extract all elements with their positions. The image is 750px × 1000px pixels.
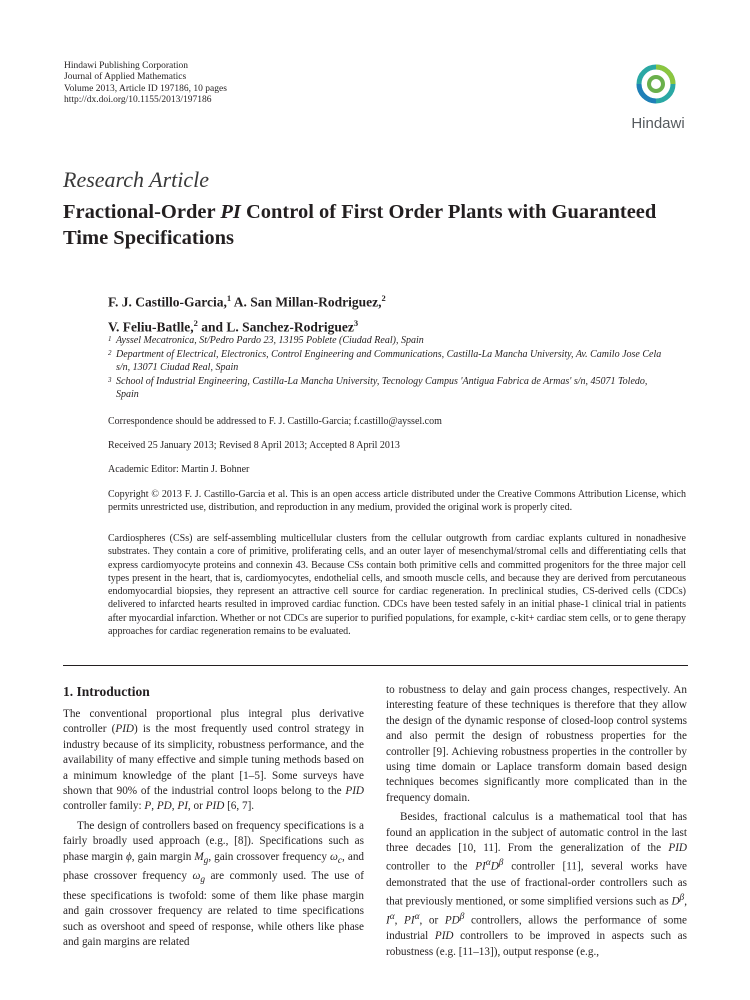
doi-link[interactable]: http://dx.doi.org/10.1155/2013/197186 — [64, 95, 212, 106]
paragraph: Besides, fractional calculus is a mathematical tool that has found an application in the subject of automatic control in the last three decades [10, 11]. From the generalization of the PID controller to the $PI^\alpha D^\beta$ controller [11], several works have demonstrated that the use of fractional-order controllers such as that previously mentioned, or some simplified versions such as $D^\beta$, $I^\alpha$, $PI^\alpha$, or $PD^\beta$ controllers, allows the performance of some industrial PID controllers to be improved in aspects such as robustness (e.g. [11–13]), output response (e.g., — [386, 811, 688, 958]
copyright-notice: Copyright © 2013 F. J. Castillo-Garcia et al. This is an open access article distributed under the Creative Commons Attribution License, which permits unrestricted use, distribution, and reproduction in any medium, provided the original work is properly cited. — [108, 489, 686, 514]
author-4: and L. Sanchez-Rodriguez — [197, 319, 354, 334]
author-3: V. Feliu-Batlle, — [108, 319, 194, 334]
author-list: F. J. Castillo-Garcia,$^1$ A. San Millan-Rodriguez,$^2$ V. Feliu-Batlle,$^2$ and L. Sanchez-Rodriguez$^3$ — [108, 293, 386, 334]
affiliation-3: 3 School of Industrial Engineering, Castilla-La Mancha University, Tecnology Campus 'Antigua Fabrica de Armas' s/n, 45071 Toledo, Spain — [108, 375, 648, 400]
article-type: Research Article — [63, 167, 210, 192]
paragraph: to robustness to delay and gain process changes, respectively. An interesting feature of these techniques is therefore that they allow the design of the dynamic response of closed-loop control systems and also permit the design of robustness properties for the controller [9]. Achieving robustness properties in the controller by using time domain or Laplace transform domain based design techniques becomes significantly more complicated than in the frequency domain. — [386, 684, 687, 804]
paragraph: The design of controllers based on frequency specifications is a fairly broadly used approach (e.g., [8]). Specifications such as phase margin ϕ, gain margin $M_g$, gain crossover frequency $\omega_c$, and phase crossover frequency $\omega_g$ are commonly used. The use of these specifications is twofold: some of them like phase margin and gain crossover frequency are related to time specifications such as overshoot and speed of response, while others like phase and gain margins are related — [63, 819, 365, 949]
logo-wordmark: Hindawi — [631, 115, 685, 132]
abstract: Cardiospheres (CSs) are self-assembling multicellular clusters from the cellular outgrowth from cardiac explants cultured in nonadhesive substrates. They contain a core of primitive, proliferating cells, and an outer layer of mesenchymal/stromal cells and differentiating cells that express cardiomyocyte proteins and connexin 43. Because CSs contain both primitive cells and committed progenitors for the three major cell types present in the heart, that is, cardiomyocytes, endothelial cells, and smooth muscle cells, and because they are derived from percutaneous endomyocardial biopsies, they represent an attractive cell source for cardiac regeneration. In preclinical studies, CS-derived cells (CDCs) delivered to infarcted hearts resulted in improved cardiac function. CDCs have been tested safely in an initial phase-1 clinical trial in patients after myocardial infarction. Whether or not CDCs are superior to purified populations, for example, c-kit+ cardiac stem cells, or to gene therapy approaches for cardiac regeneration remains to be evaluated. — [108, 533, 686, 638]
received-dates: Received 25 January 2013; Revised 8 April 2013; Accepted 8 April 2013 — [108, 440, 400, 451]
body-column-left — [63, 683, 364, 951]
section-heading: 1. Introduction — [63, 684, 150, 699]
paragraph: The conventional proportional plus integral plus derivative controller (PID) is the most frequently used control strategy in industry because of its simplicity, robustness performance, and the availability of many effective and simple tuning methods based on a minimum knowledge of the plant [1–5]. Some surveys have shown that 90% of the industrial control loops belong to the PID controller family: P, PD, PI, or PID [6, 7]. — [63, 708, 364, 813]
affiliation-1: 1 Ayssel Mecatronica, St/Pedro Pardo 23, 13195 Poblete (Ciudad Real), Spain — [108, 335, 424, 346]
affiliation-list — [108, 334, 668, 402]
author-2: A. San Millan-Rodriguez, — [231, 294, 382, 310]
volume-line: Volume 2013, Article ID 197186, 10 pages — [64, 83, 227, 94]
journal-name: Journal of Applied Mathematics — [64, 72, 187, 83]
correspondence: Correspondence should be addressed to F. J. Castillo-Garcia; f.castillo@ayssel.com — [108, 416, 442, 427]
academic-editor: Academic Editor: Martin J. Bohner — [108, 464, 250, 475]
divider — [63, 665, 688, 666]
publisher: Hindawi Publishing Corporation — [64, 61, 189, 71]
affiliation-2: 2 Department of Electrical, Electronics, Control Engineering and Communications, Castilla-La Mancha University, Av. Camilo Jose Cela s/n, 13071 Ciudad Real, Spain — [108, 348, 662, 373]
author-1: F. J. Castillo-Garcia, — [108, 294, 227, 310]
paper-title: Fractional-Order PI Control of First Order Plants with Guaranteed Time Specifications — [63, 201, 657, 249]
body-column-right — [386, 683, 687, 960]
journal-header — [64, 61, 227, 107]
